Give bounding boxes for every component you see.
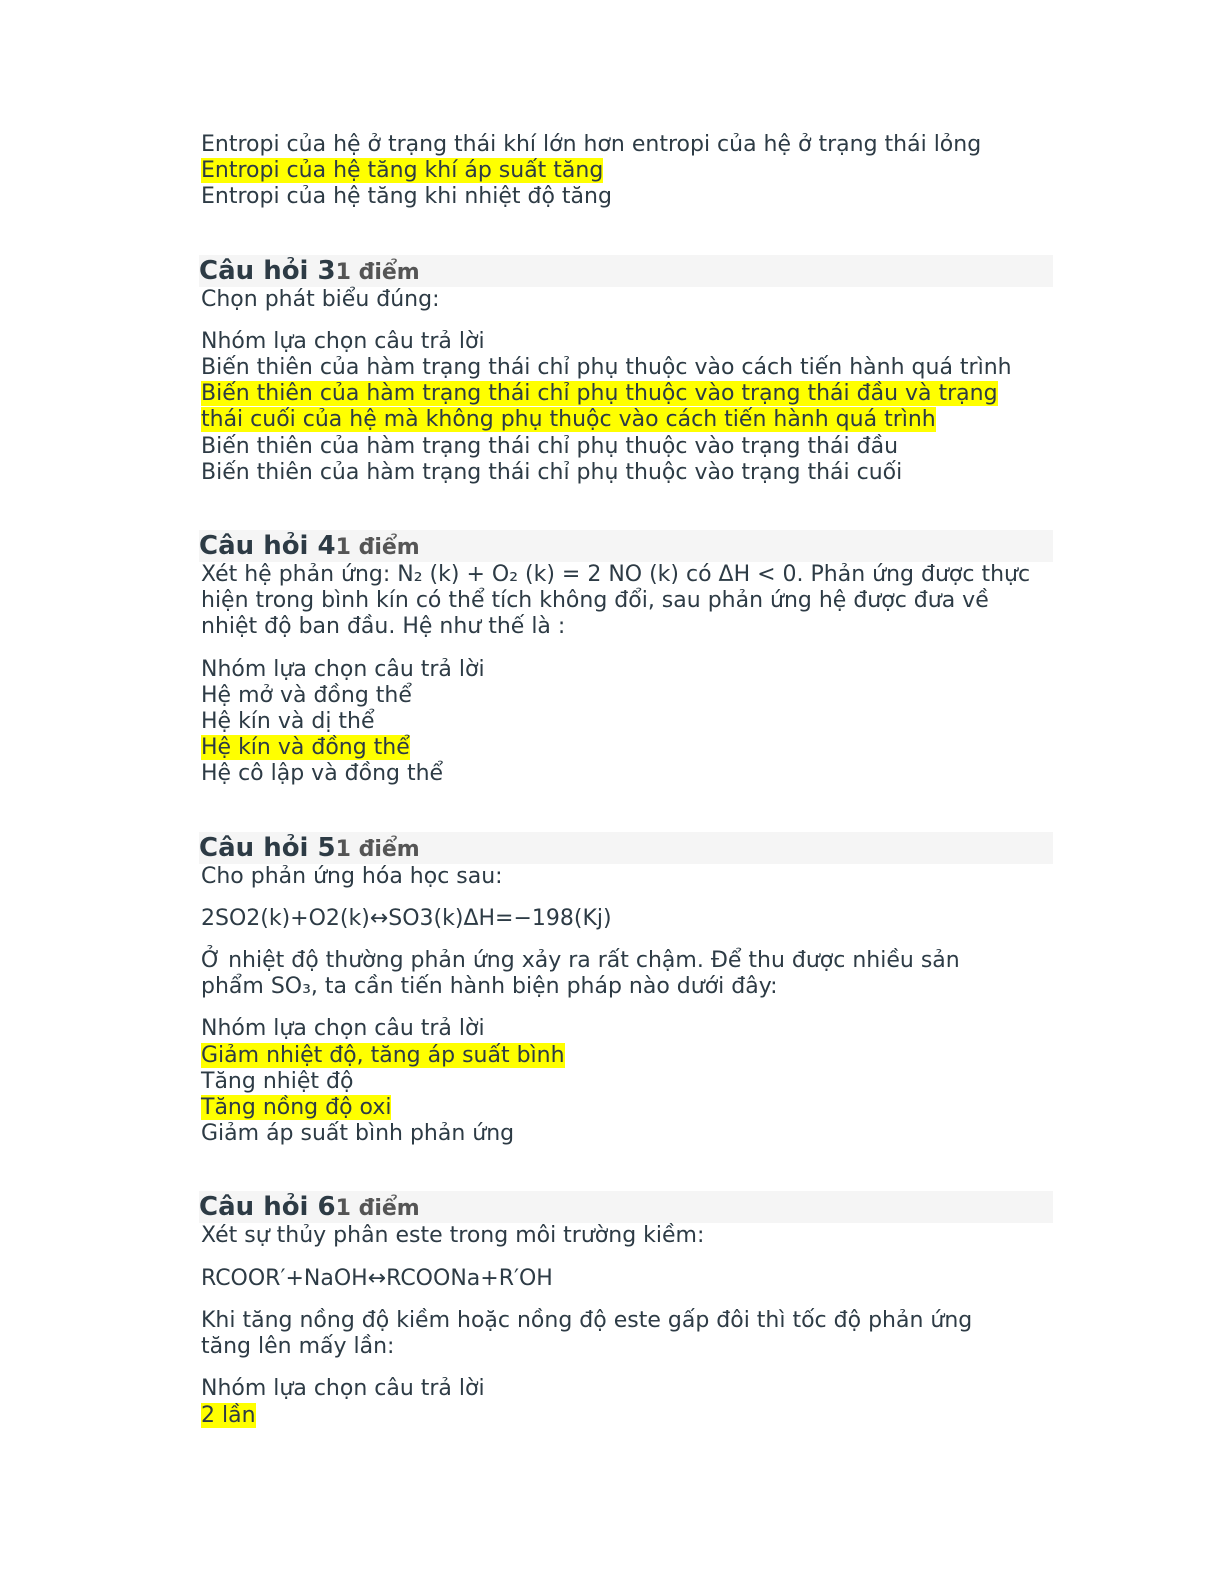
option-row[interactable]	[201, 434, 1051, 460]
question-title: Câu hỏi 6	[199, 1192, 336, 1223]
question-points: 1 điểm	[335, 836, 420, 862]
option-row-selected[interactable]	[201, 158, 1051, 184]
question-points: 1 điểm	[335, 535, 420, 561]
answer-group-label: Nhóm lựa chọn câu trả lời	[201, 1376, 485, 1402]
option-text: Giảm áp suất bình phản ứng	[201, 1121, 515, 1147]
option-text-highlighted: 2 lần	[201, 1402, 256, 1428]
question-5	[201, 832, 1051, 1148]
option-text: Hệ cô lập và đồng thể	[201, 761, 444, 787]
question-header	[199, 255, 1053, 287]
option-text-highlighted: Tăng nồng độ oxi	[201, 1095, 392, 1121]
option-row[interactable]	[201, 761, 1051, 787]
option-row[interactable]	[201, 683, 1051, 709]
question-stem-line: hiện trong bình kín có thể tích không đổi, sau phản ứng hệ được đưa về	[201, 588, 989, 614]
quiz-content	[201, 132, 1051, 1429]
option-row[interactable]	[201, 1121, 1051, 1147]
option-row[interactable]	[201, 184, 1051, 210]
option-row-selected[interactable]	[201, 1043, 1051, 1069]
option-text-highlighted: Entropi của hệ tăng khí áp suất tăng	[201, 158, 604, 184]
option-text: Entropi của hệ tăng khi nhiệt độ tăng	[201, 184, 612, 210]
option-row[interactable]	[201, 460, 1051, 486]
question-6	[201, 1191, 1051, 1428]
option-text: Entropi của hệ ở trạng thái khí lớn hơn entropi của hệ ở trạng thái lỏng	[201, 132, 982, 157]
option-text: Biến thiên của hàm trạng thái chỉ phụ thuộc vào trạng thái cuối	[201, 459, 903, 485]
question-header	[199, 530, 1053, 562]
answer-group-label: Nhóm lựa chọn câu trả lời	[201, 656, 485, 682]
question-text-line: phẩm SO₃, ta cần tiến hành biện pháp nào dưới đây:	[201, 974, 778, 1000]
option-row[interactable]	[201, 1069, 1051, 1095]
option-row[interactable]	[201, 709, 1051, 735]
question-points: 1 điểm	[335, 1196, 420, 1222]
chemical-equation: 2SO2(k)+O2(k)↔SO3(k)ΔH=−198(Kj)	[201, 905, 612, 931]
question-stem-line: Xét hệ phản ứng: N₂ (k) + O₂ (k) = 2 NO (k) có ΔH < 0. Phản ứng được thực	[201, 562, 1031, 588]
question-text-line: tăng lên mấy lần:	[201, 1334, 395, 1360]
top-options	[201, 132, 1051, 211]
option-row[interactable]	[201, 132, 1051, 158]
question-title: Câu hỏi 5	[199, 832, 336, 863]
option-text-highlighted: thái cuối của hệ mà không phụ thuộc vào cách tiến hành quá trình	[201, 407, 936, 433]
question-title: Câu hỏi 3	[199, 255, 336, 286]
question-header	[199, 1191, 1053, 1223]
option-text-highlighted: Hệ kín và đồng thể	[201, 735, 410, 761]
option-text: Hệ kín và dị thể	[201, 709, 375, 735]
option-text: Biến thiên của hàm trạng thái chỉ phụ thuộc vào trạng thái đầu	[201, 433, 899, 459]
answer-group-label: Nhóm lựa chọn câu trả lời	[201, 1016, 485, 1042]
option-row-selected[interactable]	[201, 1403, 1051, 1429]
question-stem: Chọn phát biểu đúng:	[201, 286, 440, 312]
option-row-selected[interactable]	[201, 1095, 1051, 1121]
question-text-line: Ở nhiệt độ thường phản ứng xảy ra rất chậm. Để thu được nhiều sản	[201, 948, 960, 974]
option-text-highlighted: Giảm nhiệt độ, tăng áp suất bình	[201, 1042, 565, 1068]
option-row-selected[interactable]	[201, 381, 1051, 407]
chemical-equation: RCOOR′+NaOH↔RCOONa+R′OH	[201, 1265, 553, 1291]
question-3	[201, 255, 1051, 486]
option-row[interactable]	[201, 355, 1051, 381]
option-text: Hệ mở và đồng thể	[201, 682, 412, 708]
question-stem: Xét sự thủy phân este trong môi trường kiềm:	[201, 1223, 705, 1249]
option-text: Biến thiên của hàm trạng thái chỉ phụ thuộc vào cách tiến hành quá trình	[201, 355, 1012, 381]
question-points: 1 điểm	[335, 259, 420, 285]
option-row-selected[interactable]	[201, 407, 1051, 433]
answer-group-label: Nhóm lựa chọn câu trả lời	[201, 328, 485, 354]
option-text: Tăng nhiệt độ	[201, 1068, 354, 1094]
question-title: Câu hỏi 4	[199, 531, 336, 562]
question-text-line: Khi tăng nồng độ kiềm hoặc nồng độ este gấp đôi thì tốc độ phản ứng	[201, 1307, 973, 1333]
question-stem-line: nhiệt độ ban đầu. Hệ như thế là :	[201, 614, 566, 640]
option-text-highlighted: Biến thiên của hàm trạng thái chỉ phụ thuộc vào trạng thái đầu và trạng	[201, 381, 998, 407]
question-stem: Cho phản ứng hóa học sau:	[201, 863, 503, 889]
question-4	[201, 530, 1051, 788]
option-row-selected[interactable]	[201, 735, 1051, 761]
question-header	[199, 832, 1053, 864]
